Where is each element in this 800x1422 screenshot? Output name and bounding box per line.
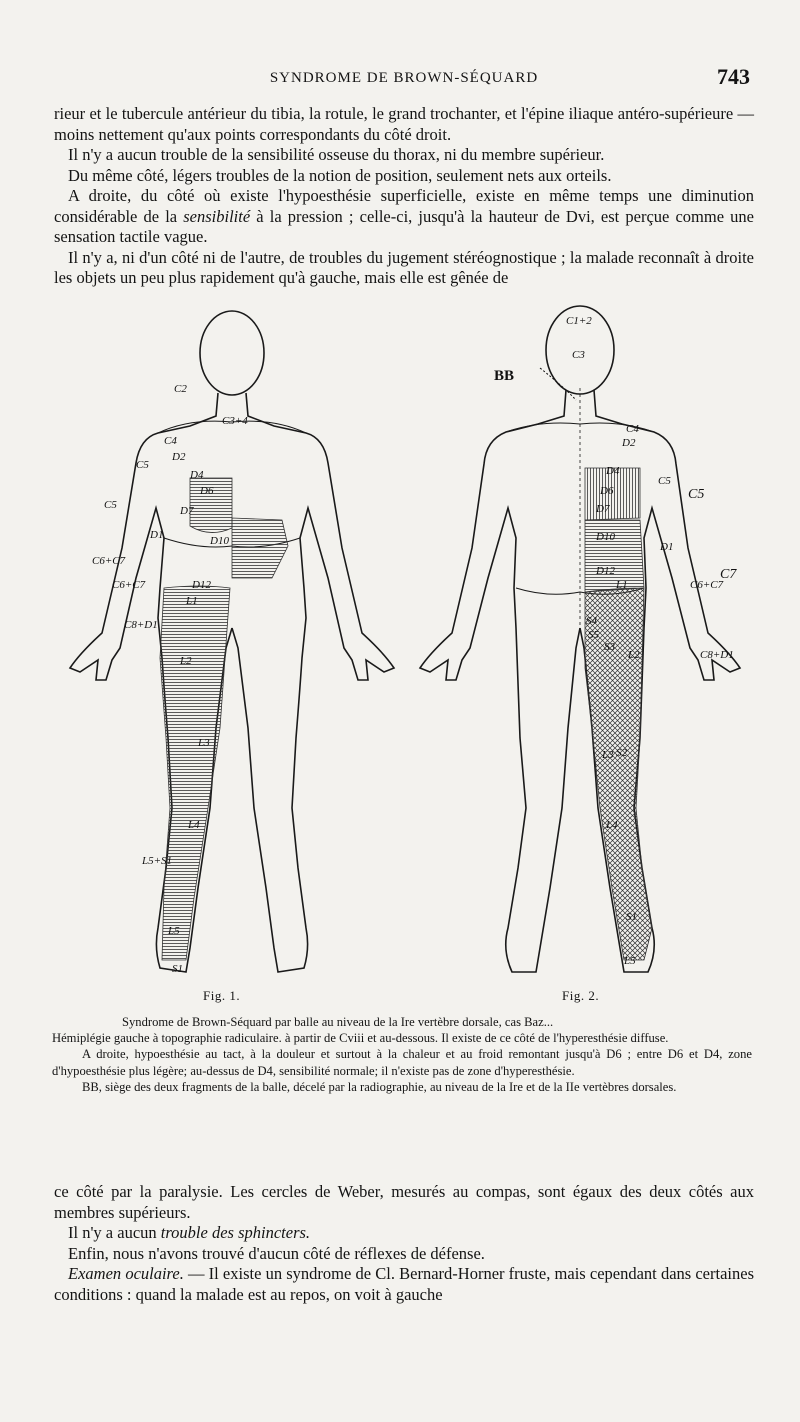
label-c5-right: C5: [688, 487, 705, 502]
label-d12: D12: [596, 565, 615, 577]
italic-heading: Examen oculaire.: [68, 1264, 184, 1283]
caption-line: A droite, hypoesthésie au tact, à la douleur et surtout à la chaleur et au froid remontant jusqu'à D6 ; entre D6 et D4, zone d'hypoesthésie plus légère; au-dessus de D4, sensibilité normale; il n'existe pas de zone d'hyperesthésie.: [52, 1047, 752, 1078]
label-l5s1: L5+S1: [142, 855, 173, 867]
paragraph: Il n'y a aucun trouble de la sensibilité osseuse du thorax, ni du membre supérieur.: [68, 145, 605, 164]
italic-term: sensibilité: [183, 206, 251, 226]
label-d1: D1: [660, 541, 674, 553]
paragraph: [54, 1264, 754, 1305]
caption-line: BB, siège des deux fragments de la balle, décelé par la radiographie, au niveau de la Ire et de la IIe vertèbres dorsales.: [82, 1079, 677, 1094]
label-l5: L5: [624, 955, 636, 967]
paragraph: ce côté par la paralysie. Les cercles de Weber, mesurés au compas, sont égaux des deux côtés aux membres supérieurs.: [54, 1182, 754, 1222]
label-c6c7: C6+C7: [690, 579, 724, 591]
italic-term: trouble des sphincters.: [160, 1223, 311, 1242]
caption-line: Hémiplégie gauche à topographie radiculaire. à partir de Cviii et au-dessous. Il existe de ce côté de l'hyperesthésie diffuse.: [52, 1031, 669, 1046]
caption-line: Syndrome de Brown-Séquard par balle au niveau de la Ire vertèbre dorsale, cas Baz...: [122, 1015, 554, 1029]
back-body-figure: [420, 306, 740, 972]
bottom-text-block: [54, 1182, 754, 1305]
label-d2: D2: [172, 451, 186, 463]
label-l2: L2: [180, 655, 192, 667]
label-s1: S1: [172, 963, 183, 975]
label-c4: C4: [626, 423, 639, 435]
label-c5: C5: [136, 459, 149, 471]
label-c12: C1+2: [566, 315, 592, 327]
label-d4: D4: [606, 465, 620, 477]
label-s4: S4: [586, 615, 597, 627]
label-c4: C4: [164, 435, 177, 447]
page-number: 743: [717, 64, 750, 89]
front-body-figure: [70, 311, 394, 972]
label-c5-left: C5: [104, 499, 117, 511]
figure-1-label: Fig. 1.: [203, 988, 241, 1003]
label-d1: D1: [150, 529, 164, 541]
label-s3: S3: [604, 641, 615, 653]
label-c6c7-left: C6+C7: [92, 555, 126, 567]
label-l4: L4: [188, 819, 200, 831]
text-run: A droite, du côté où existe l'hypoesthésie superficielle, existe en même temps une diminution considérable de la: [54, 186, 754, 226]
paragraph: rieur et le tubercule antérieur du tibia, la rotule, le grand trochanter, et l'épine iliaque antéro-supérieure — moins nettement qu'aux points correspondants du côté droit.: [54, 104, 754, 144]
running-title: SYNDROME DE BROWN-SÉQUARD: [269, 70, 539, 86]
text-run: à la pression ; celle-ci, jusqu'à la hauteur de Dvi, est perçue comme une sensation tactile vague.: [54, 206, 755, 246]
text-run: Il n'y a aucun: [68, 1223, 161, 1242]
label-l3: L3: [198, 737, 210, 749]
label-bb: BB: [494, 368, 515, 384]
top-text-block: [54, 104, 754, 289]
figure-2-label: Fig. 2.: [562, 988, 600, 1003]
label-l3: L3: [602, 749, 614, 761]
label-d4: D4: [190, 469, 204, 481]
label-s1: S1: [626, 911, 637, 923]
label-c2: C2: [174, 383, 187, 395]
paragraph: Il n'y a, ni d'un côté ni de l'autre, de troubles du jugement stéréognostique ; la malade reconnaît à droite les objets un peu plus rapidement qu'à gauche, mais elle est gênée de: [54, 247, 754, 287]
label-d10: D10: [596, 531, 615, 543]
label-l1: L1: [186, 595, 198, 607]
paragraph: Du même côté, légers troubles de la notion de position, seulement nets aux orteils.: [68, 165, 612, 185]
front-abdomen-hatched-zone: [232, 518, 288, 578]
label-c6c7: C6+C7: [112, 579, 146, 591]
label-c7-right: C7: [720, 567, 737, 582]
dermatome-figure: [40, 288, 770, 988]
paragraph: [54, 1223, 754, 1244]
label-l4: L4: [606, 819, 618, 831]
label-d6: D6: [200, 485, 214, 497]
paragraph: [54, 186, 754, 248]
label-d2: D2: [622, 437, 636, 449]
running-head: [54, 64, 754, 90]
dermatome-illustration: [40, 288, 770, 988]
label-d12: D12: [192, 579, 211, 591]
label-c3c4: C3+4: [222, 415, 248, 427]
label-l5: L5: [168, 925, 180, 937]
label-s2: S2: [616, 747, 627, 759]
label-s5: S5: [588, 629, 599, 641]
label-c8d1: C8+D1: [700, 649, 734, 661]
label-d7: D7: [596, 503, 610, 515]
label-c8d1: C8+D1: [124, 619, 158, 631]
label-d7: D7: [180, 505, 194, 517]
label-l1: L1: [616, 579, 628, 591]
label-l2: L2: [628, 649, 640, 661]
label-c3: C3: [572, 349, 585, 361]
text-run: — Il existe un syndrome de Cl. Bernard-Horner fruste, mais cependant dans certaines conditions : quand la malade est au repos, on voit à gauche: [54, 1264, 754, 1304]
label-d10: D10: [210, 535, 229, 547]
figure-caption: [52, 1014, 752, 1095]
label-c5: C5: [658, 475, 671, 487]
label-d6: D6: [600, 485, 614, 497]
front-leg-hatched-zone: [160, 586, 230, 960]
paragraph: Enfin, nous n'avons trouvé d'aucun côté de réflexes de défense.: [68, 1243, 485, 1263]
